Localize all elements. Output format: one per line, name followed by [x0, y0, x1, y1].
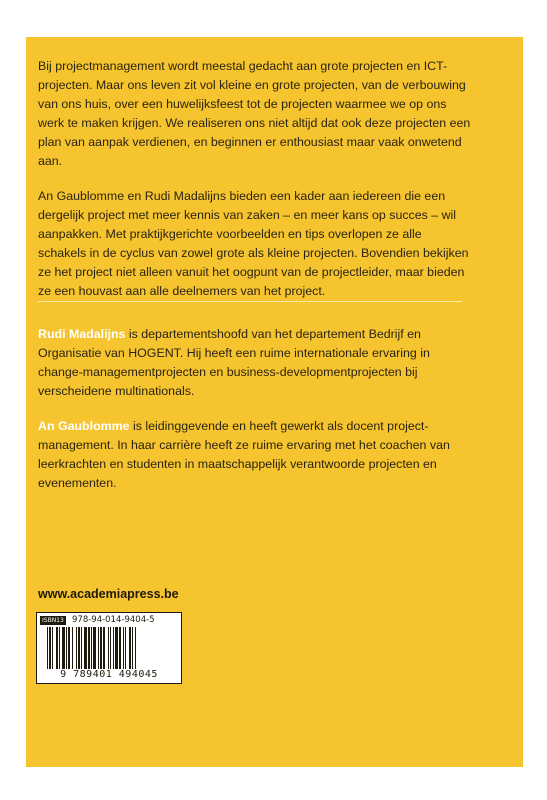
barcode-bar — [129, 627, 131, 669]
blurb-paragraph-2: An Gaublomme en Rudi Madalijns bieden een kader aan iedereen die een dergelijk project met meer kennis van zaken – en meer kans op succes – wil aanpakken. Met praktijkgerichte voorbeelden en tips overlopen ze alle schakels in de cyclus van zowel grote als kleine projecten. Bovendien bekijken ze het project niet alleen vanuit het oogpunt van de projectleider, maar bieden ze een houvast aan alle deelnemers van het project. — [38, 189, 469, 298]
book-blurb — [38, 57, 471, 317]
isbn-number: 978-94-014-9404-5 — [72, 615, 155, 625]
barcode-bar — [91, 627, 92, 669]
barcode-bar — [88, 627, 90, 669]
barcode-bar — [84, 627, 87, 669]
barcode-bar — [113, 627, 114, 669]
barcode-digits: 9 789401 494045 — [60, 669, 158, 680]
author-name-rudi: Rudi Madalijns — [38, 327, 126, 341]
publisher-website: www.academiapress.be — [38, 587, 179, 601]
barcode-bar — [49, 627, 51, 669]
barcode-bar — [98, 627, 99, 669]
barcode-bar — [93, 627, 96, 669]
barcode-bar — [100, 627, 102, 669]
barcode-bar — [108, 627, 109, 669]
barcode-bar — [81, 627, 82, 669]
author-bio-an-text: is leidinggevende en heeft gewerkt als docent project-management. In haar carrière heeft ze ruime ervaring met het coachen van leerkrachten en studenten in maatschappelijk verantwoorde projecten en evenementen. — [38, 419, 450, 490]
barcode-bar — [115, 627, 118, 669]
barcode-bar — [56, 627, 58, 669]
barcode-bars — [45, 627, 177, 669]
barcode-bar — [132, 627, 133, 669]
author-bio-an — [38, 417, 471, 493]
barcode-bar — [76, 627, 77, 669]
barcode-bar — [47, 627, 48, 669]
barcode-bar — [119, 627, 121, 669]
barcode-bar — [66, 627, 67, 669]
divider-line — [38, 301, 462, 302]
barcode-bar — [103, 627, 105, 669]
author-name-an: An Gaublomme — [38, 419, 130, 433]
barcode-bar — [135, 627, 136, 669]
barcode-bar — [52, 627, 53, 669]
barcode-bar — [78, 627, 80, 669]
author-bios — [38, 325, 471, 509]
author-bio-rudi-text: is departementshoofd van het departement Bedrijf en Organisatie van HOGENT. Hij heeft een ruime internationale ervaring in change-managementprojecten en business-developmentprojecten bij verscheidene multinationals. — [38, 327, 430, 398]
barcode-bar — [59, 627, 60, 669]
barcode-bar — [110, 627, 111, 669]
barcode-bar — [68, 627, 70, 669]
blurb-paragraph-1: Bij projectmanagement wordt meestal gedacht aan grote projecten en ICT-projecten. Maar ons leven zit vol kleine en grote projecten, van de verbouwing van ons huis, over een huwelijksfeest tot de projecten waarmee we op ons werk te maken krijgen. We realiseren ons niet altijd dat ook deze projecten een plan van aanpak verdienen, en beginnen er enthousiast maar vaak onwetend aan. — [38, 59, 471, 168]
isbn-tag: ISBN13 — [42, 617, 64, 624]
isbn-barcode — [36, 612, 182, 684]
author-bio-rudi — [38, 325, 471, 401]
barcode-bar — [72, 627, 73, 669]
barcode-bar — [123, 627, 124, 669]
barcode-bar — [62, 627, 65, 669]
barcode-bar — [125, 627, 126, 669]
